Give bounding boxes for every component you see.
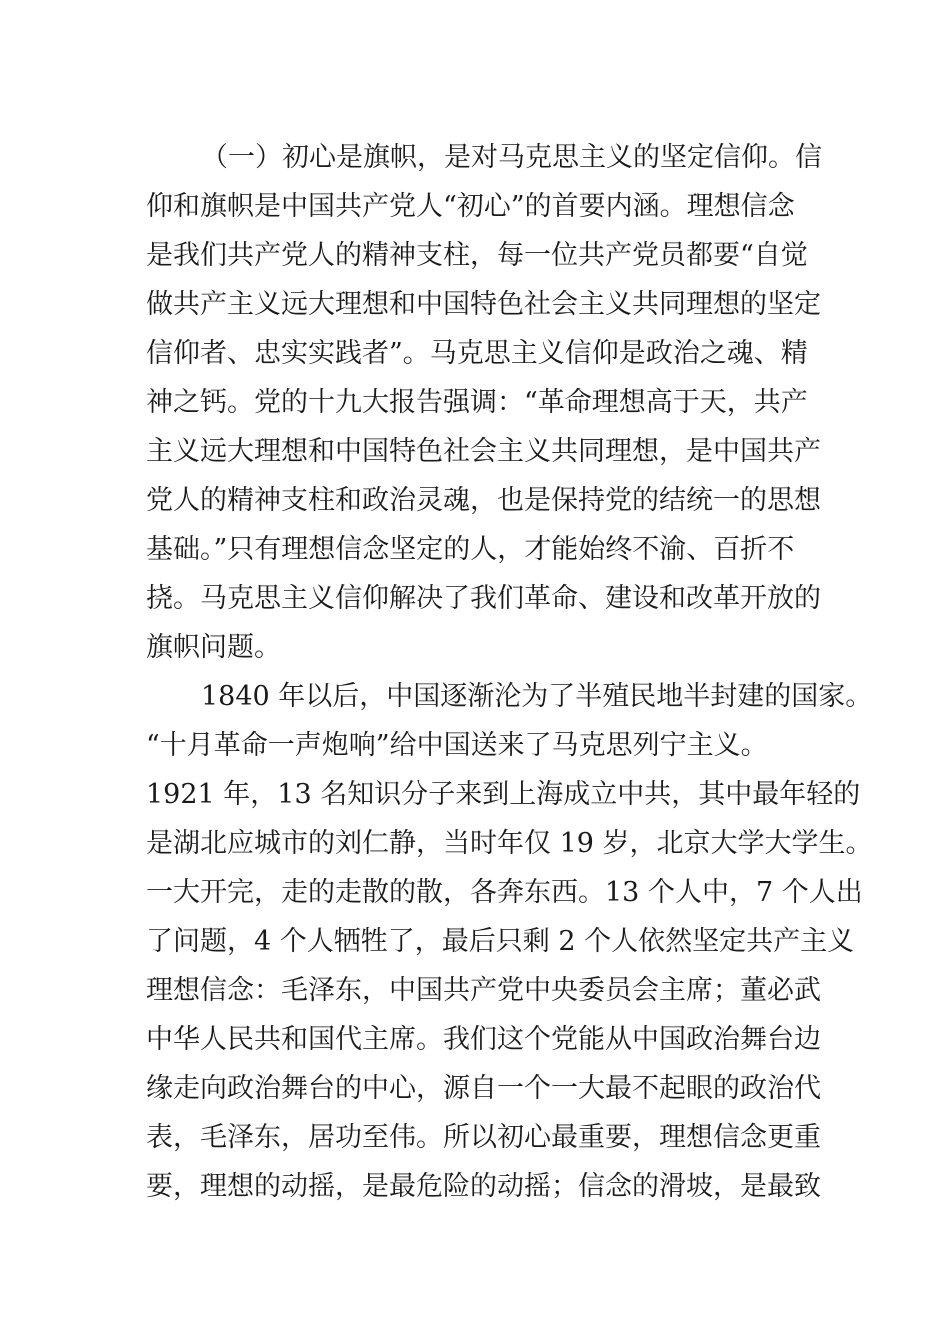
- text-line: 1840 年以后，中国逐渐沦为了半殖民地半封建的国家。: [201, 681, 873, 712]
- paragraph-1: [146, 133, 822, 672]
- document-page: [146, 133, 873, 1211]
- text-line: 仰和旗帜是中国共产党人“初心”的首要内涵。理想信念: [146, 191, 795, 222]
- text-line: 要，理想的动摇，是最危险的动摇；信念的滑坡，是最致: [146, 1171, 821, 1202]
- text-line: 旗帜问题。: [146, 632, 281, 663]
- text-line: 党人的精神支柱和政治灵魂，也是保持党的结统一的思想: [146, 485, 821, 516]
- text-line: 1921 年，13 名知识分子来到上海成立中共，其中最年轻的: [146, 779, 861, 810]
- text-line: 主义远大理想和中国特色社会主义共同理想，是中国共产: [146, 436, 821, 467]
- text-line: 神之钙。党的十九大报告强调：“革命理想高于天，共产: [146, 387, 808, 418]
- text-line: 表，毛泽东，居功至伟。所以初心最重要，理想信念更重: [146, 1122, 821, 1153]
- text-line: 信仰者、忠实实践者”。马克思主义信仰是政治之魂、精: [146, 338, 808, 369]
- text-line: 了问题，4 个人牺牲了，最后只剩 2 个人依然坚定共产主义: [146, 926, 855, 957]
- text-line: 中华人民共和国代主席。我们这个党能从中国政治舞台边: [146, 1024, 821, 1055]
- text-line: 一大开完，走的走散的散，各奔东西。13 个人中，7 个人出: [146, 877, 863, 908]
- text-line: 做共产主义远大理想和中国特色社会主义共同理想的坚定: [146, 289, 821, 320]
- paragraph-2: [146, 672, 873, 1211]
- text-line: 基础。”只有理想信念坚定的人，才能始终不渝、百折不: [146, 534, 795, 565]
- text-line: 理想信念：毛泽东，中国共产党中央委员会主席；董必武: [146, 975, 821, 1006]
- text-line: 是湖北应城市的刘仁静，当时年仅 19 岁，北京大学大学生。: [146, 828, 873, 859]
- text-line: 是我们共产党人的精神支柱，每一位共产党员都要“自觉: [146, 240, 808, 271]
- text-line: 缘走向政治舞台的中心，源自一个一大最不起眼的政治代: [146, 1073, 821, 1104]
- text-line: 挠。马克思主义信仰解决了我们革命、建设和改革开放的: [146, 583, 821, 614]
- text-line: “十月革命一声炮响”给中国送来了马克思列宁主义。: [146, 730, 768, 761]
- text-line: （一）初心是旗帜，是对马克思主义的坚定信仰。信: [201, 142, 822, 173]
